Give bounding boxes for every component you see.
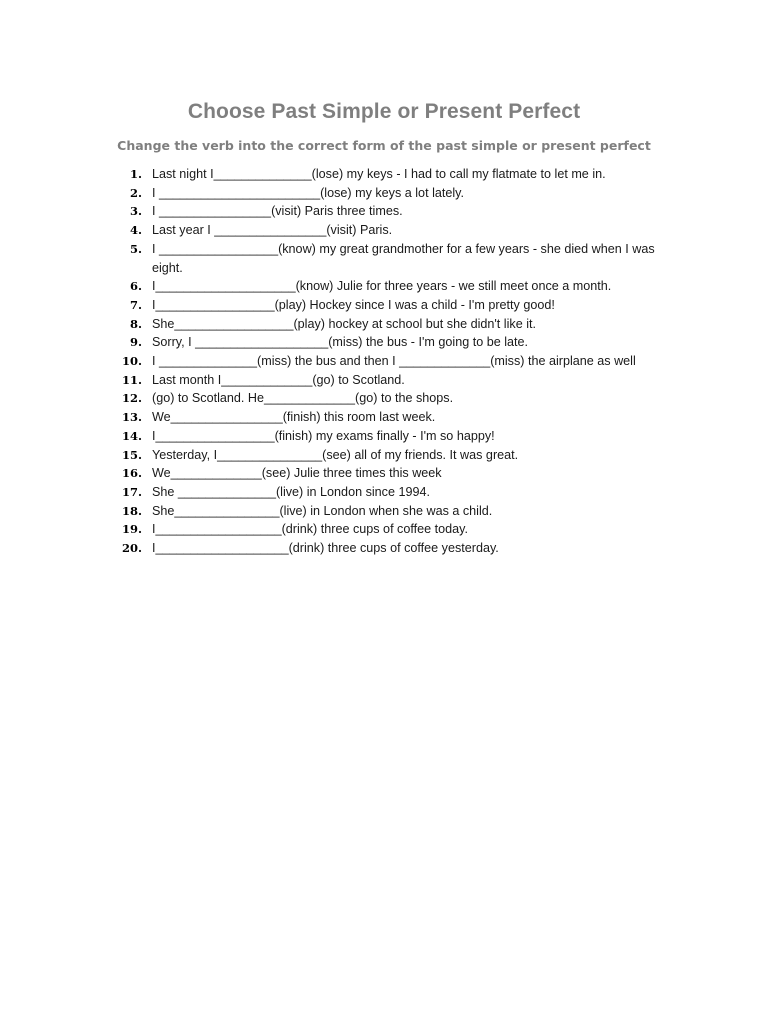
exercise-text: Last night I______________(lose) my keys - I had to call my flatmate to let me in. [152,167,606,181]
exercise-text: I_________________(play) Hockey since I was a child - I'm pretty good! [152,297,555,312]
exercise-number: 5. [129,241,142,256]
exercise-list [118,165,663,558]
exercise-number: 9. [129,335,142,350]
exercise-item [118,333,663,352]
exercise-item [118,315,663,334]
exercise-number: 14. [121,428,142,443]
exercise-item [118,240,663,277]
exercise-text: (go) to Scotland. He_____________(go) to the shops. [152,391,454,406]
exercise-number: 11. [121,372,142,387]
exercise-number: 15. [121,447,142,462]
exercise-text: She_______________(live) in London when she was a child. [152,503,493,518]
exercise-item [118,296,663,315]
exercise-number: 20. [121,541,142,556]
exercise-number: 8. [129,316,142,331]
exercise-text: Last year I ________________(visit) Paris. [152,223,393,238]
exercise-text: I____________________(know) Julie for three years - we still meet once a month. [152,279,612,294]
exercise-text: She_________________(play) hockey at school but she didn't like it. [152,316,536,331]
exercise-item [118,539,663,558]
exercise-item [118,389,663,408]
exercise-text: I___________________(drink) three cups of coffee yesterday. [152,541,499,556]
exercise-text: Yesterday, I_______________(see) all of my friends. It was great. [152,447,519,462]
exercise-item [118,464,663,483]
exercise-number: 2. [129,185,142,200]
worksheet-title: Choose Past Simple or Present Perfect [187,100,581,123]
exercise-number: 13. [121,410,142,425]
exercise-number: 12. [121,391,142,406]
exercise-number: 6. [129,279,142,294]
exercise-item [118,352,663,371]
exercise-text: She ______________(live) in London since 1994. [152,484,430,499]
exercise-item [118,184,663,203]
exercise-item [118,483,663,502]
worksheet-instructions: Change the verb into the correct form of the past simple or present perfect [117,138,651,153]
exercise-text: I _________________(know) my great grandmother for a few years - she died when I was eight. [152,241,659,275]
exercise-number: 17. [121,484,142,499]
exercise-number: 7. [129,297,142,312]
exercise-text: I__________________(drink) three cups of coffee today. [152,522,469,537]
exercise-item [118,277,663,296]
exercise-item [118,408,663,427]
exercise-text: Sorry, I ___________________(miss) the bus - I'm going to be late. [152,335,529,350]
exercise-item [118,371,663,390]
exercise-text: I ________________(visit) Paris three times. [152,204,403,219]
exercise-number: 4. [129,223,142,238]
exercise-item [118,502,663,521]
exercise-item [118,446,663,465]
exercise-item [118,221,663,240]
exercise-item [118,520,663,539]
exercise-number: 19. [121,522,142,537]
exercise-item [118,202,663,221]
exercise-number: 10. [121,354,142,369]
exercise-number: 1. [129,167,142,181]
exercise-number: 3. [129,204,142,219]
exercise-number: 18. [121,503,142,518]
exercise-text: We________________(finish) this room last week. [152,410,436,425]
exercise-number: 16. [121,466,142,481]
exercise-text: We_____________(see) Julie three times this week [152,466,442,481]
exercise-item [118,427,663,446]
exercise-item [118,165,663,184]
exercise-text: I ______________(miss) the bus and then I _____________(miss) the airplane as well [152,354,636,369]
exercise-text: I _______________________(lose) my keys a lot lately. [152,185,465,200]
exercise-text: I_________________(finish) my exams finally - I'm so happy! [152,428,495,443]
exercise-text: Last month I_____________(go) to Scotland. [152,372,405,387]
